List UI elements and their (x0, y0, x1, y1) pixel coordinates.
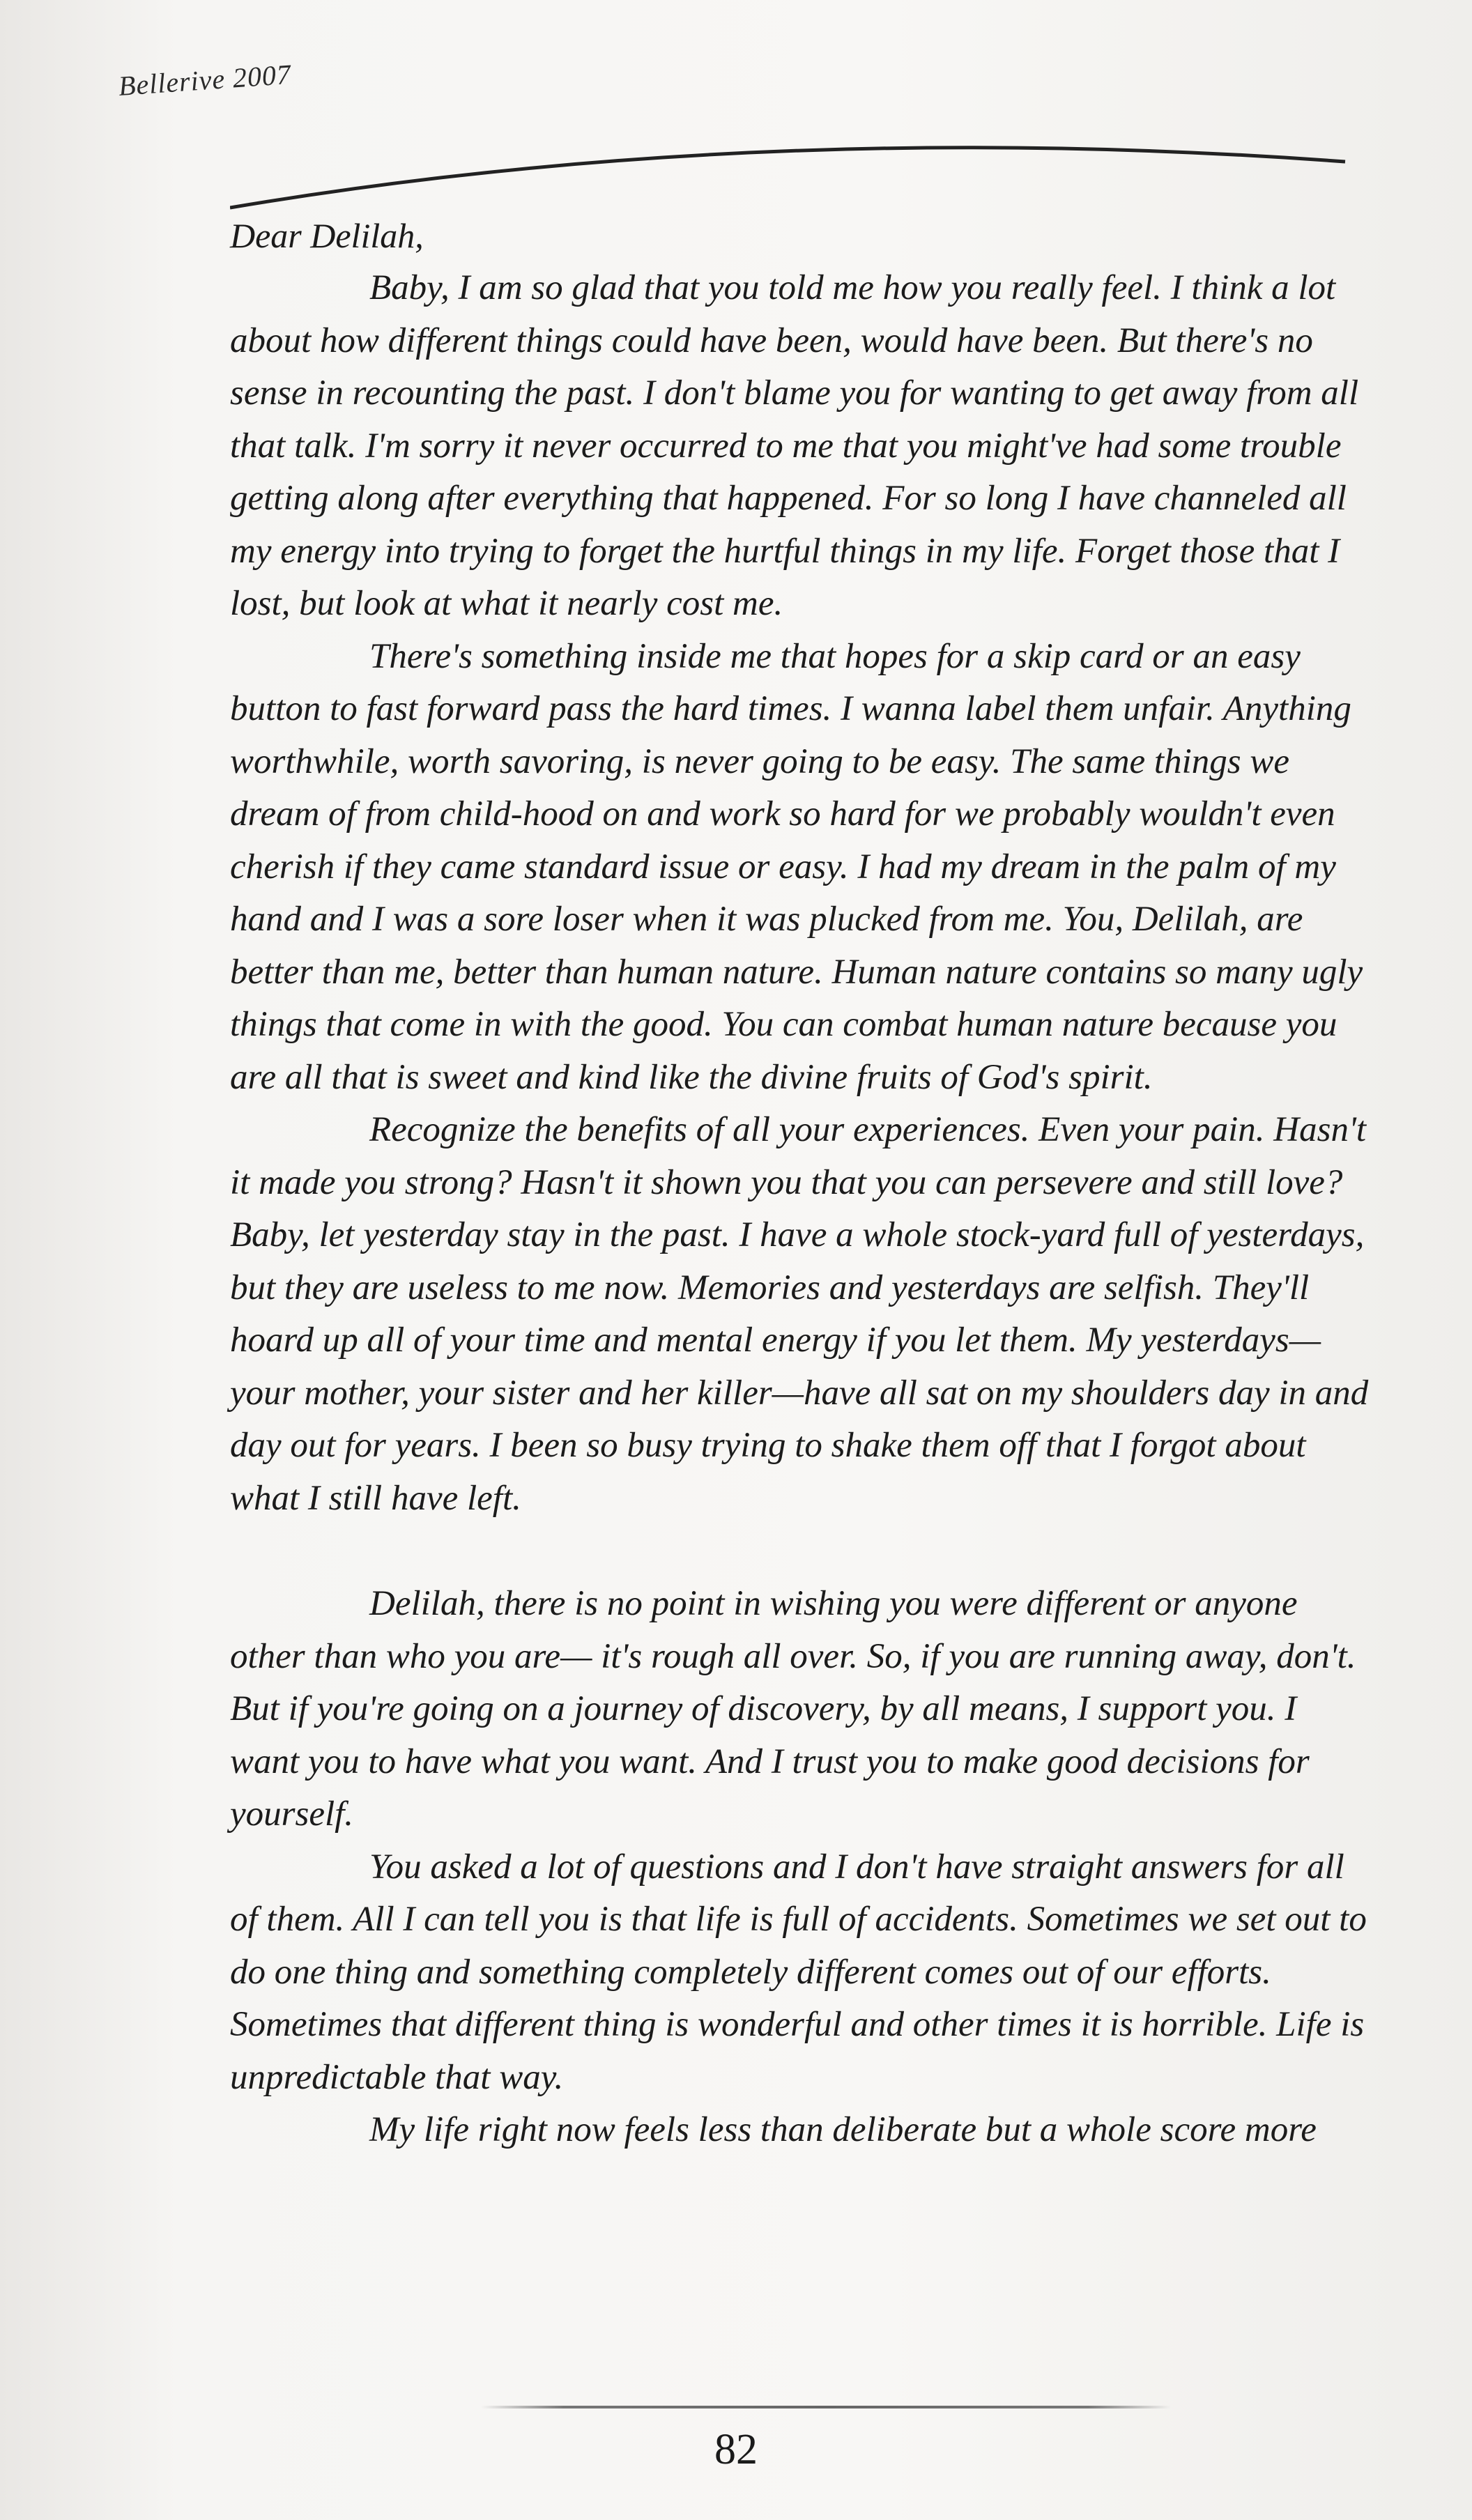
letter-paragraph-2: There's something inside me that hopes for a skip card or an easy button to fast forward pass the hard times. I wanna label them unfair. Anything worthwhile, worth savoring, is never going to be easy. The same things we dream of from child-hood on and work so hard for we probably wouldn't even cherish if they came standard issue or easy. I had my dream in the palm of my hand and I was a sore loser when it was plucked from me. You, Delilah, are better than me, better than human nature. Human nature contains so many ugly things that come in with the good. You can combat human nature because you are all that is sweet and kind like the divine fruits of God's spirit. (230, 636, 1363, 1097)
letter-salutation: Dear Delilah, (230, 216, 424, 255)
header-rule (230, 125, 1359, 223)
footer-rule (481, 2406, 1171, 2408)
letter-paragraph-3: Recognize the benefits of all your experiences. Even your pain. Hasn't it made you strong? Hasn't it shown you that you can persevere and still love? Baby, let yesterday stay in the past. I have a whole stock-yard full of yesterdays, but they are useless to me now. Memories and yesterdays are selfish. They'll hoard up all of your time and mental energy if you let them. My yesterdays—your mother, your sister and her killer—have all sat on my shoulders day in and day out for years. I been so busy trying to shake them off that I forgot about what I still have left. (230, 1110, 1369, 1518)
letter-body (230, 209, 1373, 2157)
letter-paragraph-1: Baby, I am so glad that you told me how you really feel. I think a lot about how different things could have been, would have been. But there's no sense in recounting the past. I don't blame you for wanting to get away from all that talk. I'm sorry it never occurred to me that you might've had some trouble getting along after everything that happened. For so long I have channeled all my energy into trying to forget the hurtful things in my life. Forget those that I lost, but look at what it nearly cost me. (230, 268, 1359, 623)
letter-paragraph-4: Delilah, there is no point in wishing you were different or anyone other than who you are— it's rough all over. So, if you are running away, don't. But if you're going on a journey of discovery, by all means, I support you. I want you to have what you want. And I trust you to make good decisions for yourself. (230, 1584, 1356, 1834)
running-head: Bellerive 2007 (117, 58, 293, 102)
paragraph-gap (230, 1525, 1373, 1578)
letter-paragraph-5: You asked a lot of questions and I don't have straight answers for all of them. All I can tell you is that life is full of accidents. Sometimes we set out to do one thing and something completely different comes out of our efforts. Sometimes that different thing is wonderful and other times it is horrible. Life is unpredictable that way. (230, 1847, 1367, 2097)
page-number: 82 (714, 2426, 758, 2473)
letter-paragraph-6: My life right now feels less than deliberate but a whole score more (369, 2110, 1317, 2149)
